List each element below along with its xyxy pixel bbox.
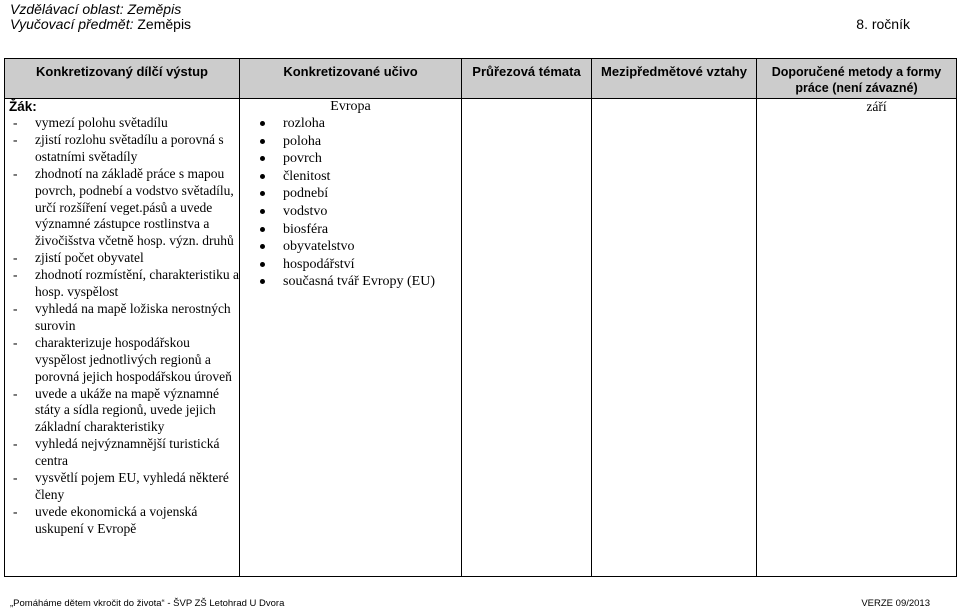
- document-footer: [10, 598, 930, 609]
- list-item: - zhodnotí na základě práce s mapou povrch, podnebí a vodstvo světadílu, určí rozšíření veget.pásů a uvede významné zástupce rostlinstva a živočišstva včetně hosp. význ. druhů: [13, 166, 239, 251]
- list-item: rozloha: [260, 115, 461, 133]
- document-header: [10, 2, 940, 32]
- table-header-row: [5, 59, 957, 99]
- column-header-cross-topics: Průřezová témata: [462, 59, 592, 99]
- list-item: poloha: [260, 133, 461, 151]
- list-item: - uvede ekonomická a vojenská uskupení v Evropě: [13, 504, 239, 538]
- region-title: Evropa: [330, 99, 371, 114]
- table-row: [5, 99, 957, 577]
- grade-label: 8. ročník: [856, 16, 910, 32]
- footer-motto: „Pomáháme dětem vkročit do života“ - ŠVP ZŠ Letohrad U Dvora: [10, 598, 285, 609]
- list-item: - zjistí rozlohu světadílu a porovná s ostatními světadíly: [13, 132, 239, 166]
- column-header-content: Konkretizované učivo: [240, 59, 462, 99]
- month-label: září: [866, 99, 887, 114]
- curriculum-table: [4, 58, 957, 577]
- list-item: povrch: [260, 150, 461, 168]
- list-item: - vyhledá na mapě ložiska nerostných surovin: [13, 301, 239, 335]
- list-item: vodstvo: [260, 203, 461, 221]
- list-item: - vysvětlí pojem EU, vyhledá některé členy: [13, 470, 239, 504]
- area-line: [10, 2, 940, 17]
- area-value: Zeměpis: [127, 1, 182, 17]
- methods-cell: [757, 99, 957, 577]
- outcomes-cell: [5, 99, 240, 577]
- list-item: - vyhledá nejvýznamnější turistická centra: [13, 436, 239, 470]
- subject-value: Zeměpis: [137, 16, 192, 32]
- list-item: - charakterizuje hospodářskou vyspělost jednotlivých regionů a porovná jejich hospodářskou úroveň: [13, 335, 239, 386]
- student-heading: Žák:: [9, 99, 37, 114]
- list-item: biosféra: [260, 221, 461, 239]
- list-item: obyvatelstvo: [260, 238, 461, 256]
- list-item: - zhodnotí rozmístění, charakteristiku a hosp. vyspělost: [13, 267, 239, 301]
- list-item: členitost: [260, 168, 461, 186]
- column-header-methods: Doporučené metody a formy práce (není závazné): [757, 59, 957, 99]
- subject-label: Vyučovací předmět:: [10, 16, 134, 32]
- outcomes-list: [5, 115, 239, 538]
- list-item: současná tvář Evropy (EU): [260, 273, 461, 291]
- column-header-relations: Mezipředmětové vztahy: [592, 59, 757, 99]
- topics-list: [240, 115, 461, 291]
- list-item: hospodářství: [260, 256, 461, 274]
- column-header-outcomes: Konkretizovaný dílčí výstup: [5, 59, 240, 99]
- list-item: - uvede a ukáže na mapě významné státy a sídla regionů, uvede jejich základní charakteristiky: [13, 386, 239, 437]
- relations-cell: [592, 99, 757, 577]
- subject-line: [10, 17, 940, 32]
- area-label: Vzdělávací oblast:: [10, 1, 124, 17]
- list-item: - zjistí počet obyvatel: [13, 250, 239, 267]
- footer-version: VERZE 09/2013: [861, 598, 930, 609]
- content-cell: [240, 99, 462, 577]
- cross-topics-cell: [462, 99, 592, 577]
- list-item: - vymezí polohu světadílu: [13, 115, 239, 132]
- list-item: podnebí: [260, 185, 461, 203]
